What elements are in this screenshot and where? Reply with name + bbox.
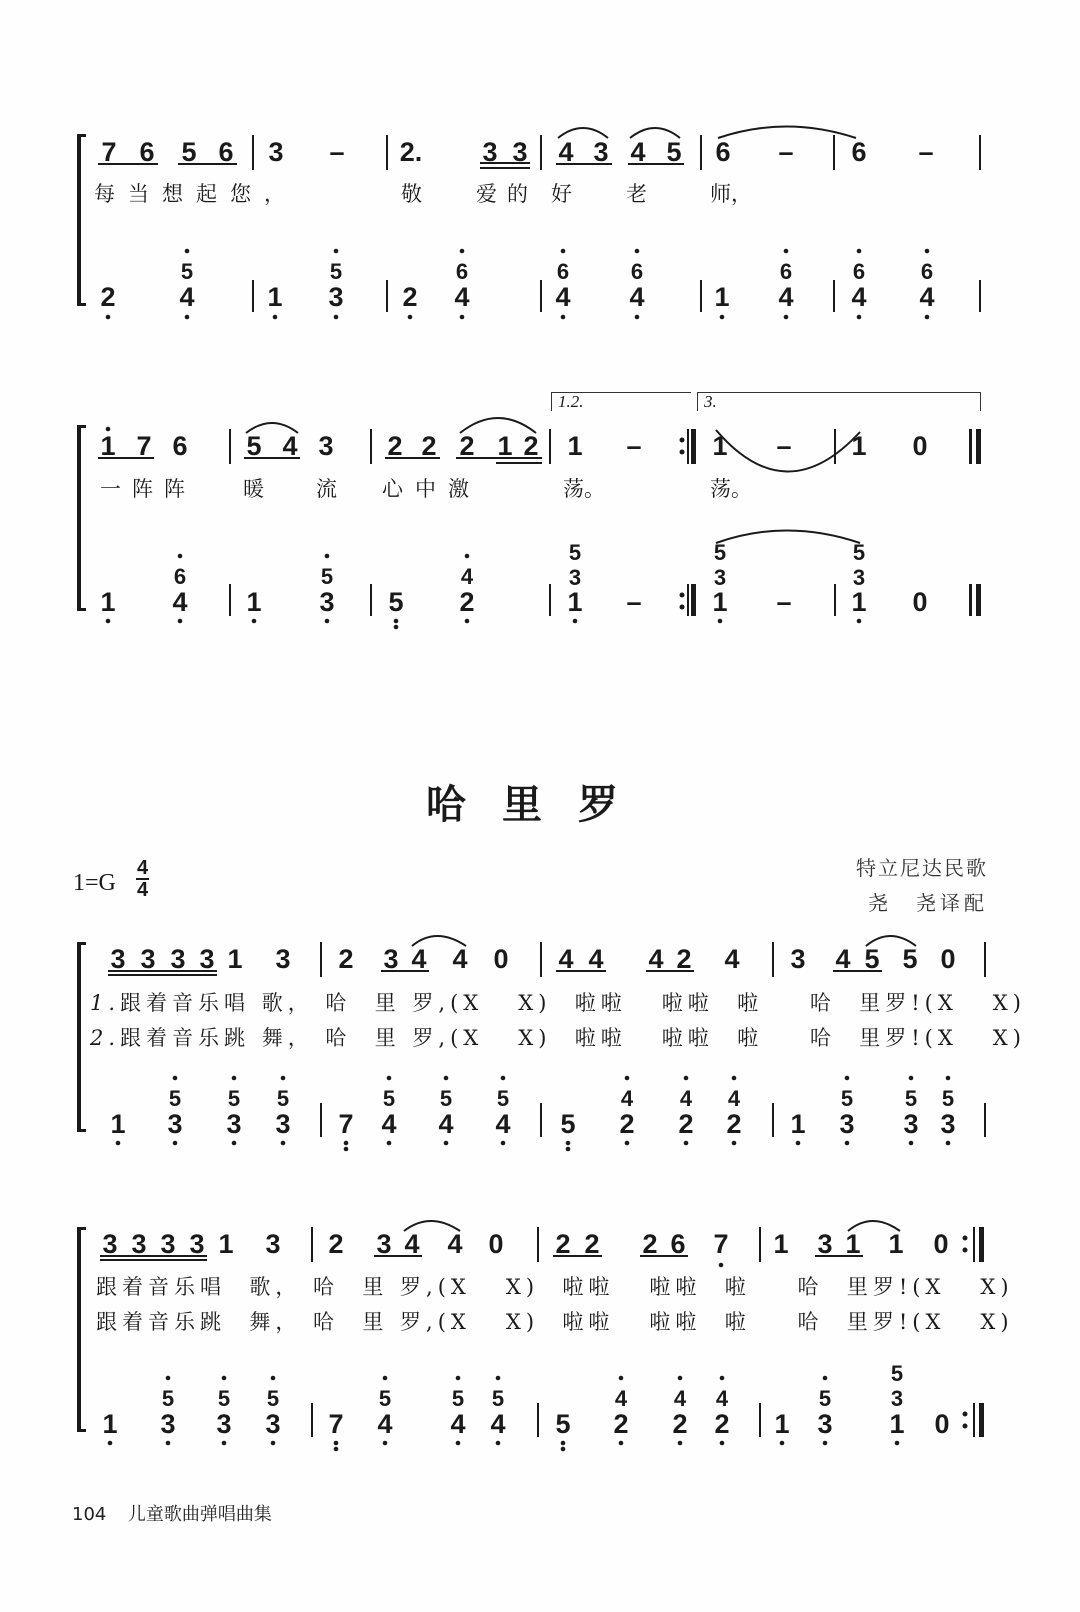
song-title: 哈里罗: [426, 782, 654, 828]
song-origin: 特立尼达民歌: [856, 856, 988, 880]
book-title: 儿童歌曲弹唱曲集: [127, 1504, 272, 1525]
page-number: 104: [72, 1504, 107, 1525]
song-arranger: 尧 尧译配: [868, 891, 988, 915]
volta-bracket-2: 3.: [697, 392, 981, 411]
score-page: 7 6 5 6 3 – 2. 3 3 4 3 4 5 6 – 6 – 每当想起您， 敬 爱的 好 老 师， 2 5 4 1 5 3 2 6 4 6 4 6 4 1 6 4 6 4 6 4 1.2. 3. 1 7 6 5 4 3 2 2 2 1 2 1 – 1 – 1 0 一阵阵 暖 流 心中激 荡。 荡。 1 6 4 1 5 3 5 4 2 5 3 1 – 5 3 1 – 5 3 1 0 哈里罗 特立尼达民歌 尧 尧译配 1=G 4 4 3 3 3 3 1 3 2 3 4 4 0 4 4 4 2 4 3 4 5 5 0 1.跟着音乐唱 歌， 哈 里 罗,(X X) 啦啦 啦啦 啦 哈 里罗!(X X) 2.跟着音乐跳 舞， 哈 里 罗,(X X) 啦啦 啦啦 啦 哈 里罗!(X X) 1 5 3 5 3 5 3 7 5 4 5 4 5 4 5 4 2 4 2 4 2 1 5 3 5 3 5 3 3 3 3 3 1 3 2 3 4 4 0 2 2 2 6 7 1 3 1 1 0 跟着音乐唱 歌， 哈 里 罗,(X X) 啦啦 啦啦 啦 哈 里罗!(X X) 跟着音乐跳 舞， 哈 里 罗,(X X) 啦啦 啦啦 啦 哈 里罗!(X X) 1 5 3 5 3 5 3 7 5 4 5 4 5 4 5 4 2 4 2 4 2 1 5 3 5 3 1 0 104 儿童歌曲弹唱曲集: [0, 0, 1080, 1612]
staff3-lyrics-verse1: 1.跟着音乐唱 歌， 哈 里 罗,(X X) 啦啦 啦啦 啦 哈 里罗!(X X): [90, 991, 1026, 1015]
staff1-lyrics-b: 敬: [401, 182, 422, 206]
staff4-lyrics-verse2: 跟着音乐跳 舞， 哈 里 罗,(X X) 啦啦 啦啦 啦 哈 里罗!(X X): [96, 1310, 1014, 1334]
key-signature: 1=G: [73, 870, 116, 896]
volta-bracket-1: 1.2.: [551, 392, 691, 411]
staff4-lyrics-verse1: 跟着音乐唱 歌， 哈 里 罗,(X X) 啦啦 啦啦 啦 哈 里罗!(X X): [96, 1275, 1014, 1299]
time-signature: 4 4: [137, 857, 149, 901]
page-footer: [72, 1500, 272, 1526]
staff3-lyrics-verse2: 2.跟着音乐跳 舞， 哈 里 罗,(X X) 啦啦 啦啦 啦 哈 里罗!(X X): [90, 1026, 1026, 1050]
staff2-lyrics: 一阵阵: [100, 477, 196, 501]
staff1-lyrics: 每当想起您，: [94, 182, 298, 206]
